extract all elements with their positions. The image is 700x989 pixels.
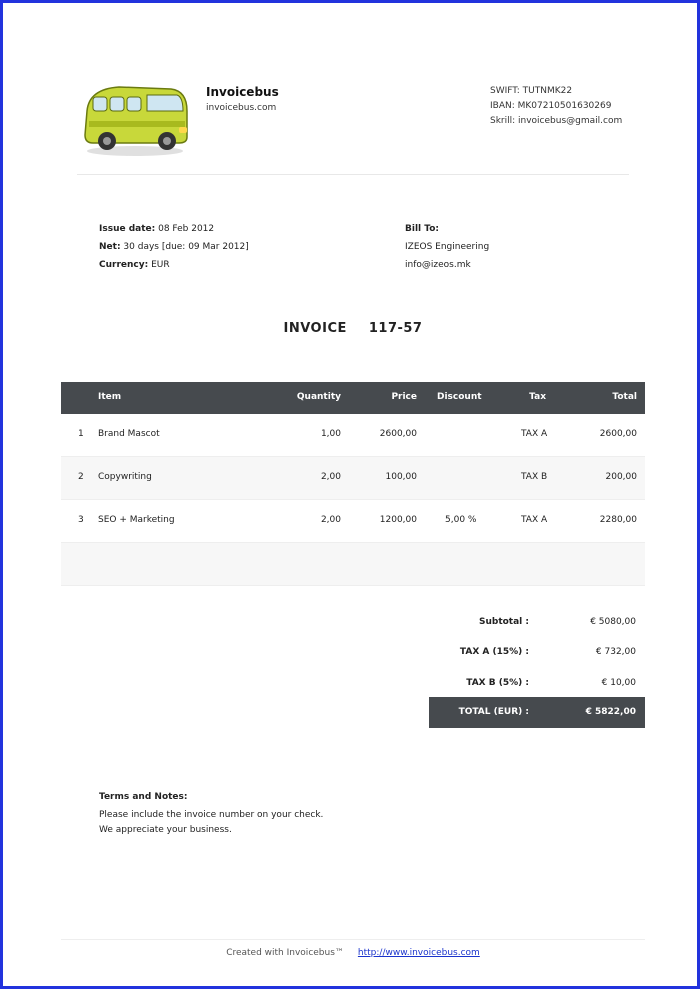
net-value: 30 days [due: 09 Mar 2012]	[123, 242, 249, 252]
invoice-title	[3, 321, 700, 336]
row-item: Copywriting	[98, 472, 152, 482]
currency	[99, 260, 170, 270]
footer-created: Created with Invoicebus™	[226, 948, 344, 958]
table-row	[61, 457, 645, 500]
grand-total-bar	[429, 697, 645, 728]
row-tax: TAX A	[521, 429, 548, 439]
row-total: 2280,00	[599, 515, 637, 525]
row-price: 2600,00	[379, 429, 417, 439]
header-divider	[77, 174, 629, 175]
bill-to-name: IZEOS Engineering	[405, 242, 490, 252]
col-total: Total	[612, 392, 637, 402]
notes-line-2: We appreciate your business.	[99, 825, 232, 835]
row-quantity: 2,00	[320, 515, 341, 525]
row-tax: TAX A	[521, 515, 548, 525]
notes-heading: Terms and Notes:	[99, 792, 188, 802]
net-label: Net:	[99, 242, 121, 252]
net-terms	[99, 242, 249, 252]
col-item: Item	[98, 392, 122, 402]
col-quantity: Quantity	[296, 392, 341, 402]
iban: IBAN: MK07210501630269	[490, 101, 612, 111]
row-price: 100,00	[385, 472, 417, 482]
bill-to-label: Bill To:	[405, 224, 439, 234]
footer-divider	[61, 939, 645, 940]
subtotal-label: Subtotal :	[478, 617, 529, 627]
grand-total-label: TOTAL (EUR) :	[458, 707, 529, 717]
row-discount: 5,00 %	[445, 515, 477, 525]
col-tax: Tax	[529, 392, 546, 402]
table-row-empty	[61, 543, 645, 586]
grand-total-value: € 5822,00	[585, 707, 636, 717]
issue-date-value: 08 Feb 2012	[158, 224, 215, 234]
notes-line-1: Please include the invoice number on your check.	[99, 810, 324, 820]
row-total: 200,00	[605, 472, 637, 482]
currency-value: EUR	[151, 260, 170, 270]
row-price: 1200,00	[379, 515, 417, 525]
table-row	[61, 414, 645, 457]
col-discount: Discount	[437, 392, 482, 402]
row-item: SEO + Marketing	[98, 515, 175, 525]
currency-label: Currency:	[99, 260, 149, 270]
row-quantity: 1,00	[320, 429, 341, 439]
issue-date-label: Issue date:	[99, 224, 156, 234]
tax-a-value: € 732,00	[595, 647, 636, 657]
invoice-number: 117-57	[368, 321, 423, 336]
issue-date	[99, 224, 214, 234]
tax-a-label: TAX A (15%) :	[459, 647, 529, 657]
row-number: 2	[78, 472, 84, 482]
swift-code: SWIFT: TUTNMK22	[490, 86, 573, 96]
bill-to-email: info@izeos.mk	[405, 260, 471, 270]
invoice-label: INVOICE	[283, 321, 347, 336]
row-number: 3	[78, 515, 84, 525]
row-quantity: 2,00	[320, 472, 341, 482]
subtotal-value: € 5080,00	[590, 617, 636, 627]
row-tax: TAX B	[521, 472, 548, 482]
row-number: 1	[78, 429, 84, 439]
tax-b-label: TAX B (5%) :	[466, 678, 529, 688]
footer-link[interactable]: http://www.invoicebus.com	[357, 948, 480, 958]
school-bus-icon	[79, 81, 191, 157]
row-item: Brand Mascot	[98, 429, 160, 439]
footer	[3, 948, 700, 958]
tax-b-value: € 10,00	[601, 678, 636, 688]
row-total: 2600,00	[599, 429, 637, 439]
items-table-header	[61, 382, 645, 414]
table-row	[61, 500, 645, 543]
company-website: invoicebus.com	[206, 103, 277, 113]
col-price: Price	[391, 392, 417, 402]
skrill: Skrill: invoicebus@gmail.com	[490, 116, 623, 126]
company-name: Invoicebus	[206, 85, 279, 99]
